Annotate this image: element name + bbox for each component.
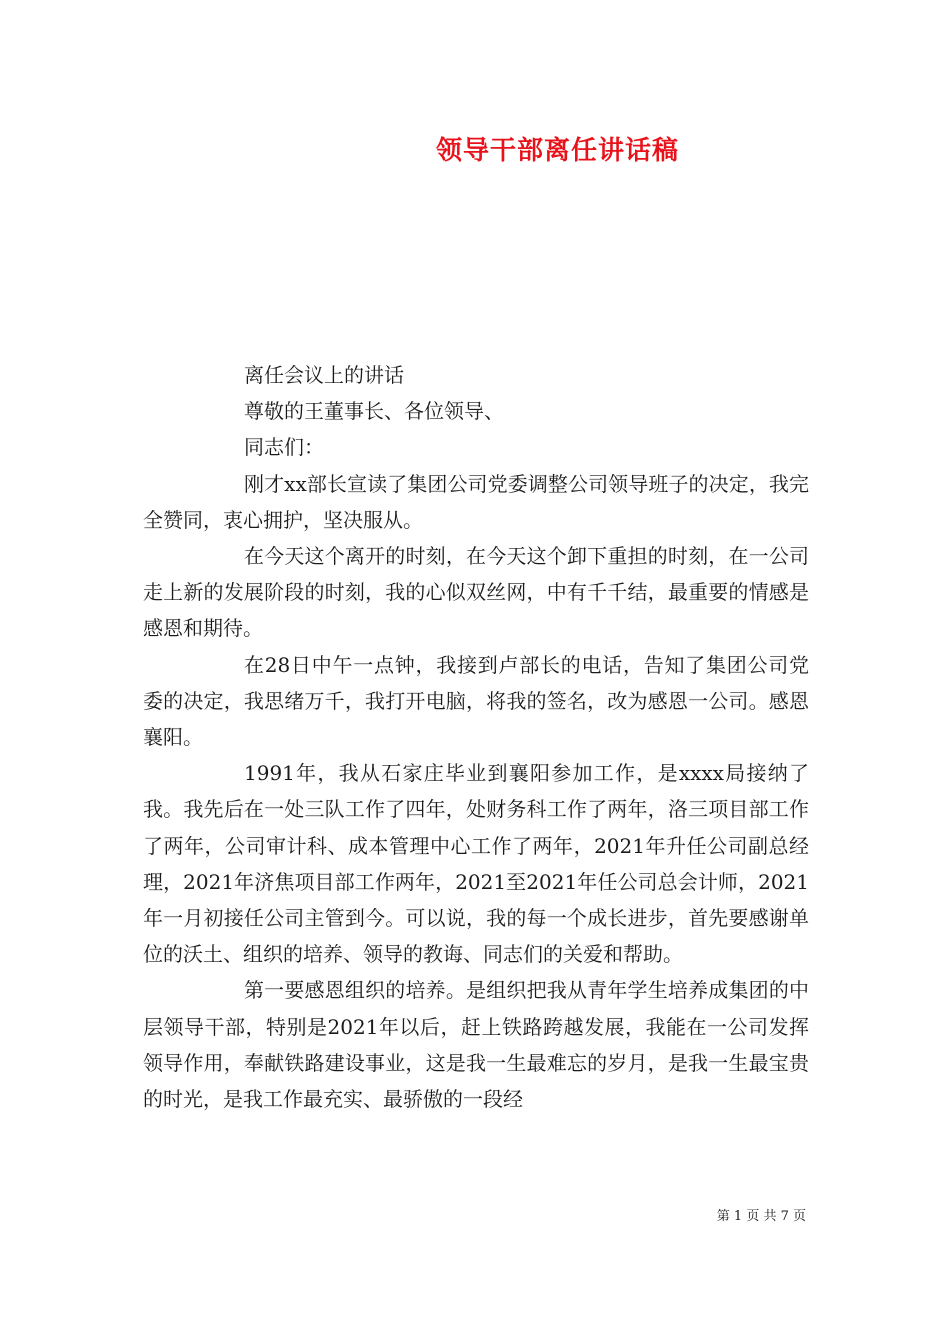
document-title: 领导干部离任讲话稿: [435, 136, 679, 166]
salutation-line: 同志们：: [244, 435, 324, 460]
salutation-line: 尊敬的王董事长、各位领导、: [244, 399, 504, 424]
page-number: 第 1 页 共 7 页: [716, 1209, 806, 1224]
document-body: [143, 357, 809, 1117]
body-paragraph: 在28日中午一点钟，我接到卢部长的电话，告知了集团公司党委的决定，我思绪万千，我打开电脑，将我的签名，改为感恩一公司。感恩襄阳。: [143, 652, 809, 750]
body-paragraph: 第一要感恩组织的培养。是组织把我从青年学生培养成集团的中层领导干部，特别是2021年以后，赶上铁路跨越发展，我能在一公司发挥领导作用，奉献铁路建设事业，这是我一生最难忘的岁月，是我一生最宝贵的时光，是我工作最充实、最骄傲的一段经: [143, 978, 809, 1112]
body-paragraph: 在今天这个离开的时刻，在今天这个卸下重担的时刻，在一公司走上新的发展阶段的时刻，我的心似双丝网，中有千千结，最重要的情感是感恩和期待。: [143, 544, 809, 641]
body-paragraph: 刚才xx部长宣读了集团公司党委调整公司领导班子的决定，我完全赞同，衷心拥护，坚决服从。: [143, 471, 809, 532]
body-paragraph: 1991年，我从石家庄毕业到襄阳参加工作，是xxxx局接纳了我。我先后在一处三队工作了四年，处财务科工作了两年，洛三项目部工作了两年，公司审计科、成本管理中心工作了两年，2021年升任公司副总经理，2021年济焦项目部工作两年，2021至2021年任公司总会计师，2021年一月初接任公司主管到今。可以说，我的每一个成长进步，首先要感谢单位的沃土、组织的培养、领导的教诲、同志们的关爱和帮助。: [143, 761, 809, 967]
speech-heading: 离任会议上的讲话: [244, 363, 404, 387]
